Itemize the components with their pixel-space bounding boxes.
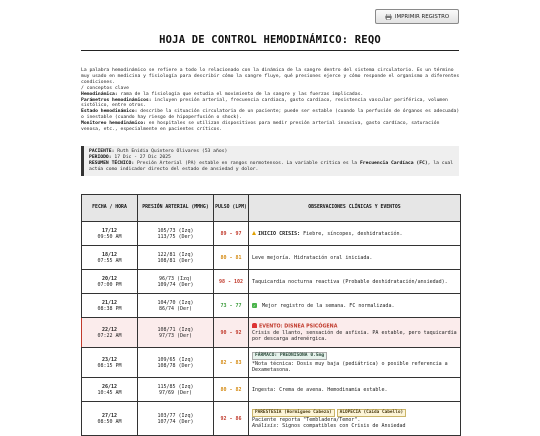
pressure-right: 86/74 (Der) — [158, 305, 193, 312]
table-row — [82, 246, 461, 270]
table-row — [82, 222, 461, 246]
date: 20/12 — [101, 275, 118, 282]
drug-badge: FÁRMACO: PREDNISONA 0.5mg — [252, 352, 327, 360]
summary-text: Presión Arterial (PA) estable en rangos normotensos. La variable crítica es la — [134, 160, 360, 166]
observation-text: Crisis de llanto, sensación de asfixia. PA estable, pero taquicardia por descarga adrenérgica. — [252, 330, 457, 343]
pressure-cell — [138, 294, 214, 318]
concepts-heading: / conceptos clave — [81, 85, 129, 91]
time: 07:00 PM — [97, 281, 122, 288]
definition-text: describe la situación circulatoria de un paciente; puede ser estable (cuando la perfusión de órganos es adecuada) o inestable (cuando hay riesgo de hipoperfusión o shock). — [81, 109, 460, 121]
observation-cell — [249, 294, 461, 318]
pressure-right: 97/69 (Der) — [158, 389, 193, 396]
date: 23/12 — [101, 356, 118, 363]
table-row — [82, 294, 461, 318]
check-icon: ✓ — [253, 303, 256, 308]
observation-text: Paciente reporta "Tembladera/Temor". — [252, 416, 361, 423]
pulse-cell: 82 - 83 — [214, 348, 249, 378]
symptom-tag: PARESTESIA (Hormigueo Cabeza) — [252, 409, 335, 417]
definition-term: Hemodinámica: — [81, 91, 118, 97]
page-title: HOJA DE CONTROL HEMODINÁMICO: REQO — [159, 34, 381, 46]
pressure-cell — [138, 270, 214, 294]
time: 07:55 AM — [97, 257, 122, 264]
pressure-cell — [138, 318, 214, 348]
definition-term: Estado hemodinámico: — [81, 109, 138, 115]
time: 08:38 PM — [97, 305, 122, 312]
date: 22/12 — [101, 326, 118, 333]
observation-cell — [249, 348, 461, 378]
time: 09:50 AM — [97, 233, 122, 240]
printer-icon — [385, 14, 392, 20]
date: 18/12 — [101, 251, 118, 258]
pressure-right: 113/75 (Der) — [157, 233, 194, 240]
definition-item — [81, 109, 461, 121]
date: 17/12 — [101, 227, 118, 234]
pressure-right: 107/74 (Der) — [157, 418, 194, 425]
pressure-left: 108/71 (Izq) — [157, 326, 194, 333]
pulse-cell: 89 - 97 — [214, 222, 249, 246]
observation-cell — [249, 318, 461, 348]
header-date: FECHA / HORA — [82, 195, 138, 222]
date-cell — [82, 378, 138, 402]
hemodynamic-table — [81, 194, 461, 436]
pulse-cell: 92 - 86 — [214, 402, 249, 436]
print-record-button[interactable] — [375, 9, 459, 24]
pressure-right: 97/73 (Der) — [158, 332, 193, 339]
time: 08:15 PM — [97, 362, 122, 369]
event-title: EVENTO: DISNEA PSICÓGENA — [259, 324, 338, 330]
table-row — [82, 378, 461, 402]
header-pulse: PULSO (LPM) — [214, 195, 249, 222]
print-button-label: IMPRIMIR REGISTRO — [394, 13, 450, 20]
pressure-cell — [138, 378, 214, 402]
intro-section — [81, 68, 461, 133]
definition-term: Monitoreo hemodinámico: — [81, 121, 146, 127]
table-row-alert — [82, 318, 461, 348]
date-cell — [82, 270, 138, 294]
patient-name: Ruth Enidia Quintero Olivares (53 años) — [114, 149, 228, 154]
observation-text: Mejor registro de la semana. FC normalizada. — [259, 302, 395, 309]
pressure-right: 108/78 (Der) — [157, 362, 194, 369]
date-cell — [82, 294, 138, 318]
pressure-left: 115/85 (Izq) — [157, 383, 194, 390]
table-row — [82, 348, 461, 378]
period-value: 17 Dic - 27 Dic 2025 — [111, 154, 171, 160]
siren-icon — [252, 323, 257, 328]
definition-item — [81, 98, 461, 110]
observation-cell: Leve mejoría. Hidratación oral iniciada. — [249, 246, 461, 270]
pressure-left: 104/70 (Izq) — [157, 299, 194, 306]
observation-text: Fiebre, síncopes, deshidratación. — [300, 230, 403, 237]
observation-text: *Nota técnica: Dosis muy baja (pediátrica) o posible referencia a Dexametasona. — [252, 361, 448, 373]
table-row — [82, 270, 461, 294]
pressure-left: 122/81 (Izq) — [157, 251, 194, 258]
pulse-cell: 98 - 102 — [214, 270, 249, 294]
date-cell — [82, 348, 138, 378]
observation-cell: Ingesta: Crema de avena. Hemodinamia estable. — [249, 378, 461, 402]
time: 10:45 AM — [97, 389, 122, 396]
definition-text: incluyen presión arterial, frecuencia cardiaca, gasto cardíaco, resistencia vascular periférica, volumen sistólico, entre otros. — [81, 97, 448, 109]
period-label: PERIODO: — [89, 154, 112, 160]
summary-label: RESUMEN TÉCNICO: — [89, 160, 135, 166]
definition-item — [81, 121, 461, 133]
observation-cell — [249, 222, 461, 246]
summary-text-end: , la cual actúa como indicador directo del estado de ansiedad y dolor. — [89, 160, 454, 172]
table-header-row — [82, 195, 461, 222]
pressure-right: 108/81 (Der) — [157, 257, 194, 264]
analysis-text: Signos compatibles con Crisis de Ansiedad — [279, 422, 406, 429]
observation-cell: Taquicardia nocturna reactiva (Probable deshidratación/ansiedad). — [249, 270, 461, 294]
pressure-cell — [138, 222, 214, 246]
analysis-label: Análisis: — [252, 422, 280, 429]
pressure-cell — [138, 348, 214, 378]
definition-term: Parámetros hemodinámicos: — [81, 97, 152, 103]
table-row — [82, 402, 461, 436]
time: 07:22 AM — [97, 332, 122, 339]
summary-emphasis: Frecuencia Cardíaca (FC) — [359, 160, 428, 166]
patient-label: PACIENTE: — [89, 149, 115, 154]
pressure-right: 109/74 (Der) — [157, 281, 194, 288]
date-cell — [82, 222, 138, 246]
pressure-left: 96/73 (Izq) — [158, 275, 193, 282]
summary-line — [89, 161, 459, 173]
date: 26/12 — [101, 383, 118, 390]
pulse-cell: 90 - 92 — [214, 318, 249, 348]
observation-emphasis: INICIO CRISIS: — [258, 230, 301, 237]
date-cell — [82, 402, 138, 436]
date: 21/12 — [101, 299, 118, 306]
title-divider — [81, 50, 459, 51]
date: 27/12 — [101, 412, 118, 419]
symptom-tag: ALOPECIA (Caída Cabello) — [337, 409, 406, 417]
date-cell — [82, 318, 138, 348]
pulse-cell: 80 - 82 — [214, 378, 249, 402]
pressure-left: 105/73 (Izq) — [157, 227, 194, 234]
pulse-cell: 73 - 77 — [214, 294, 249, 318]
observation-cell — [249, 402, 461, 436]
header-observations: OBSERVACIONES CLÍNICAS Y EVENTOS — [249, 195, 461, 222]
header-pressure: PRESIÓN ARTERIAL (MMHG) — [138, 195, 214, 222]
pressure-left: 109/65 (Izq) — [157, 356, 194, 363]
warning-icon — [252, 231, 256, 235]
definition-text: rama de la fisiología que estudia el movimiento de la sangre y las fuerzas implicadas. — [117, 91, 364, 97]
definition-text: en hospitales se utilizan dispositivos para medir presión arterial invasiva, gasto cardíaco, saturación venosa, etc., especialmente en pacientes críticos. — [81, 121, 440, 133]
pressure-cell — [138, 246, 214, 270]
intro-paragraph: La palabra hemodinámico se refiere a todo lo relacionado con la dinámica de la sangre dentro del sistema circulatorio. Es un término muy usado en medicina y fisiología para describir cómo la sangre fluye, qué presiones ejerce y cómo responde el organismo a diferentes condiciones. — [81, 68, 460, 85]
patient-summary-box — [81, 146, 459, 176]
pressure-cell — [138, 402, 214, 436]
date-cell — [82, 246, 138, 270]
pressure-left: 103/77 (Izq) — [157, 412, 194, 419]
pulse-cell: 80 - 81 — [214, 246, 249, 270]
time: 08:50 AM — [97, 418, 122, 425]
